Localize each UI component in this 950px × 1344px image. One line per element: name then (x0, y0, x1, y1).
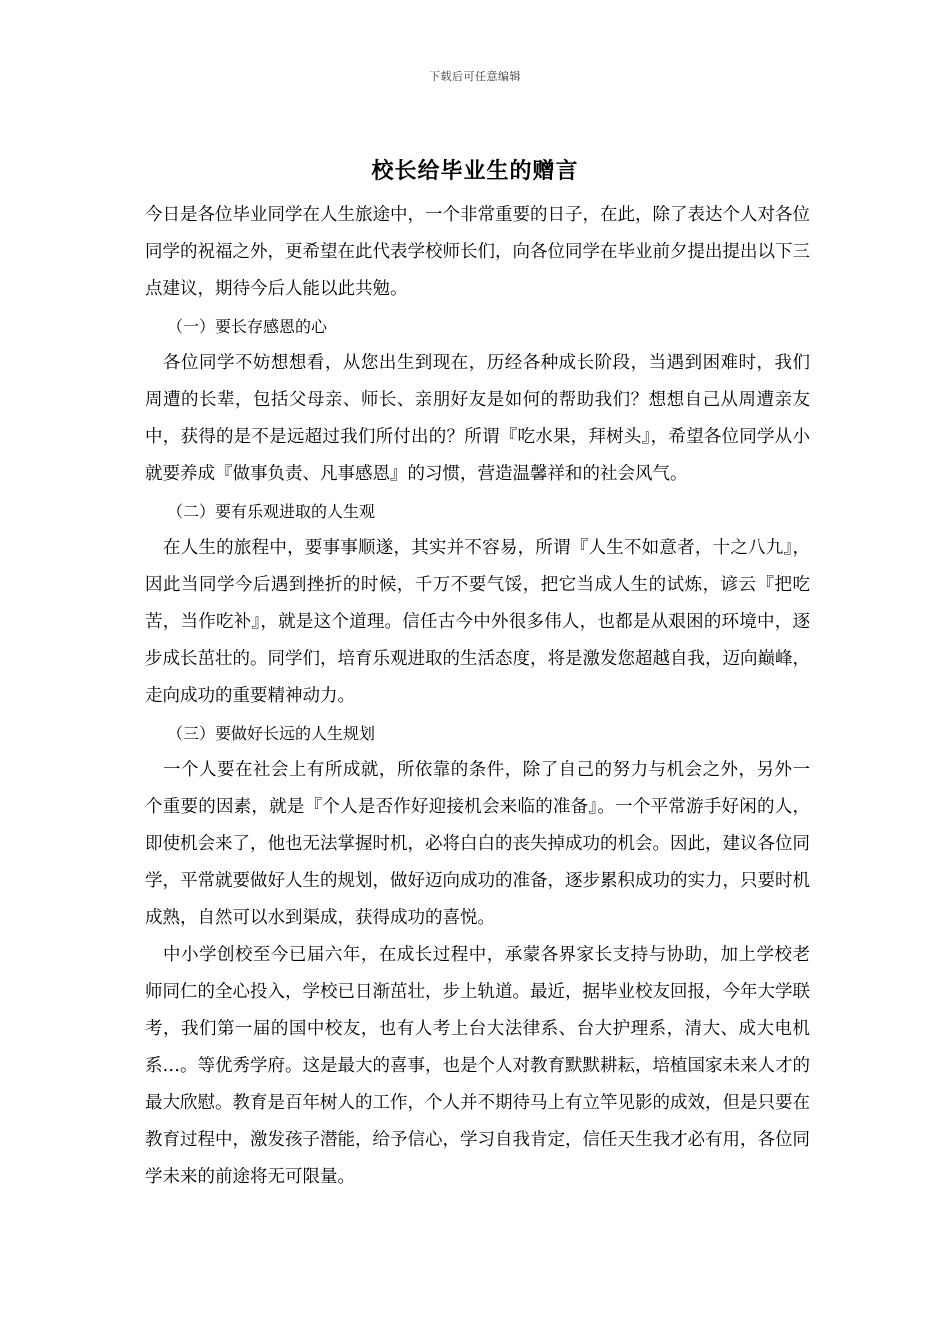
document-body (145, 197, 810, 1196)
document-title: 校长给毕业生的赠言 (371, 158, 579, 184)
section-paragraph-2: 在人生的旅程中，要事事顺遂，其实并不容易，所谓『人生不如意者，十之八九』，因此当同学今后遇到挫折的时候，千万不要气馁，把它当成人生的试炼，谚云『把吃苦，当作吃补』，就是这个道理。信任古今中外很多伟人，也都是从艰困的环境中，逐步成长茁壮的。同学们，培育乐观进取的生活态度，将是激发您超越自我，迈向巅峰，走向成功的重要精神动力。 (145, 538, 810, 706)
header-note: 下载后可任意编辑 (429, 70, 521, 83)
section-heading-2: （二）要有乐观进取的人生观 (167, 502, 376, 521)
closing-paragraph: 中小学创校至今已届六年，在成长过程中，承蒙各界家长支持与协助，加上学校老师同仁的全心投入，学校已日渐茁壮，步上轨道。最近，据毕业校友回报，今年大学联考，我们第一届的国中校友，也有人考上台大法律系、台大护理系，清大、成大电机系…。等优秀学府。这是最大的喜事，也是个人对教育默默耕耘，培植国家未来人才的最大欣慰。教育是百年树人的工作，个人并不期待马上有立竿见影的成效，但是只要在教育过程中，激发孩子潜能，给予信心，学习自我肯定，信任天生我才必有用，各位同学未来的前途将无可限量。 (145, 945, 810, 1187)
intro-paragraph: 今日是各位毕业同学在人生旅途中，一个非常重要的日子，在此，除了表达个人对各位同学的祝福之外，更希望在此代表学校师长们，向各位同学在毕业前夕提出提出以下三点建议，期待今后人能以此共勉。 (145, 205, 810, 299)
section-heading-1: （一）要长存感恩的心 (167, 317, 328, 336)
section-paragraph-3: 一个人要在社会上有所成就，所依靠的条件，除了自己的努力与机会之外，另外一个重要的因素，就是『个人是否作好迎接机会来临的准备』。一个平常游手好闲的人，即使机会来了，他也无法掌握时机，必将白白的丧失掉成功的机会。因此，建议各位同学，平常就要做好人生的规划，做好迈向成功的准备，逐步累积成功的实力，只要时机成熟，自然可以水到渠成，获得成功的喜悦。 (145, 760, 810, 928)
section-heading-3: （三）要做好长远的人生规划 (167, 724, 376, 743)
section-paragraph-1: 各位同学不妨想想看，从您出生到现在，历经各种成长阶段，当遇到困难时，我们周遭的长辈，包括父母亲、师长、亲朋好友是如何的帮助我们？想想自己从周遭亲友中，获得的是不是远超过我们所付出的？所谓『吃水果，拜树头』，希望各位同学从小就要养成『做事负责、凡事感恩』的习惯，营造温馨祥和的社会风气。 (145, 353, 810, 484)
